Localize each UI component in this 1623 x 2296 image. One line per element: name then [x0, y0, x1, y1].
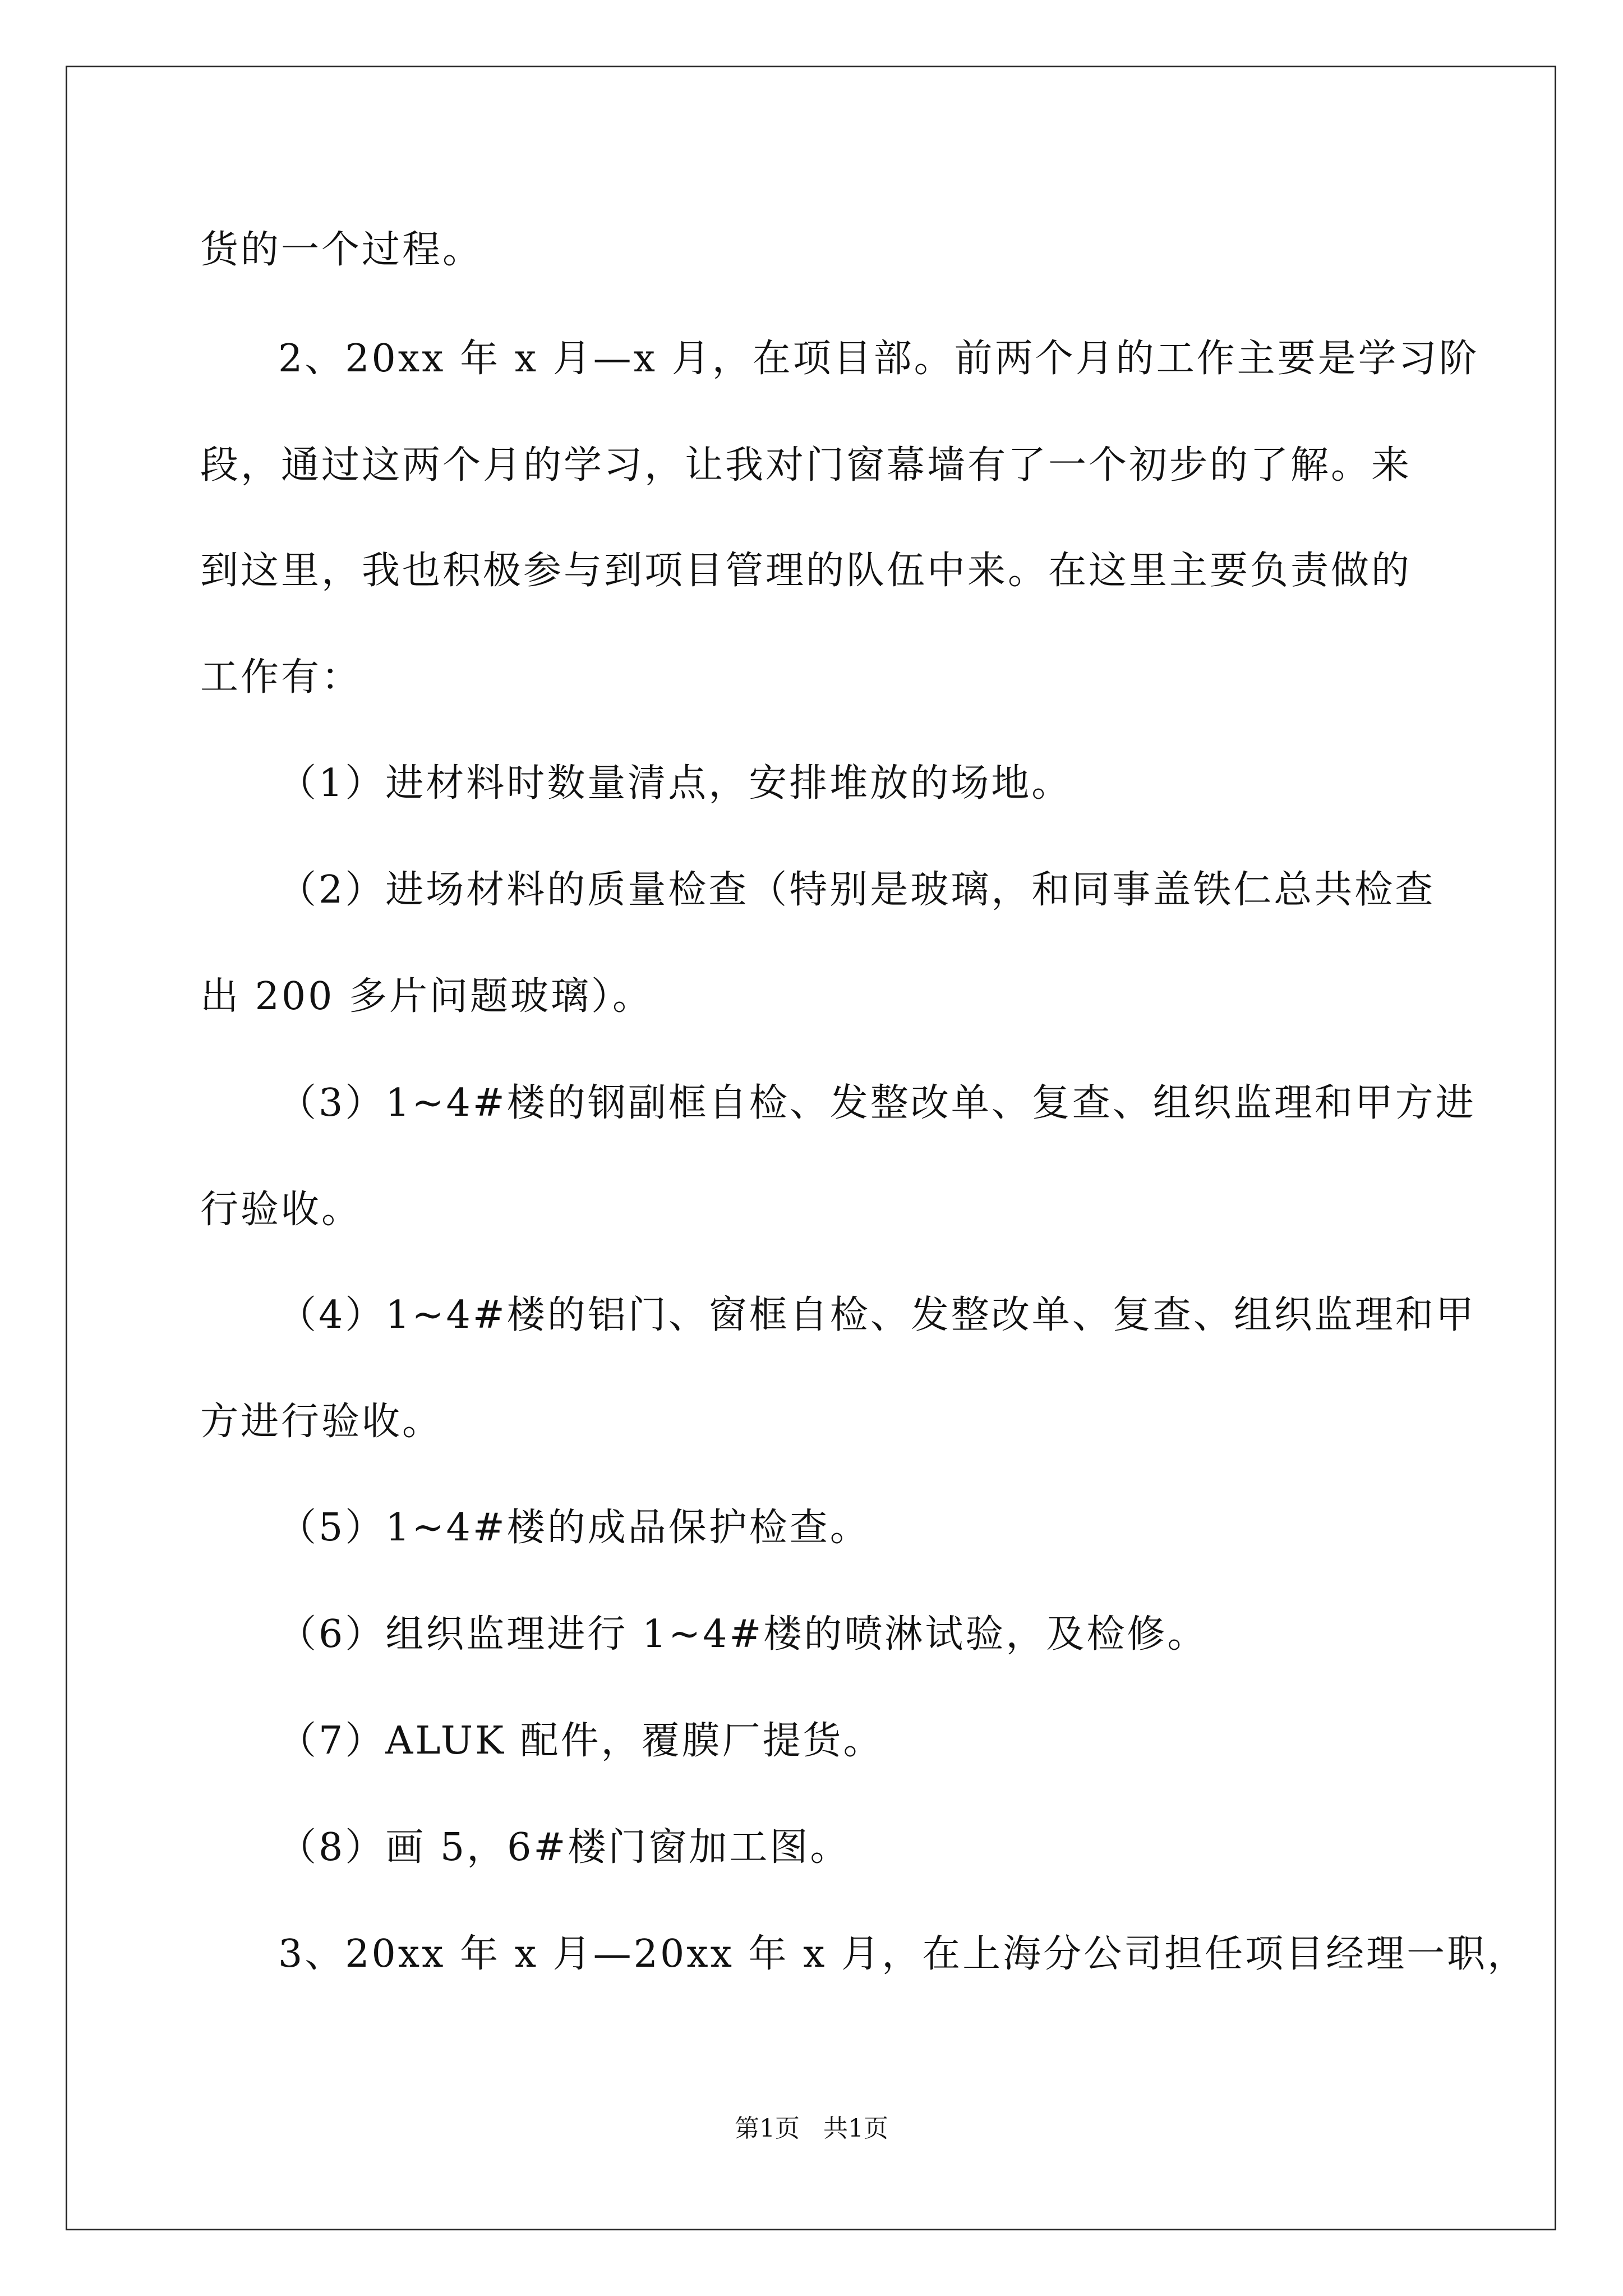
text-line-1: 货的一个过程。	[200, 228, 483, 272]
text-line-8: 出 200 多片问题玻璃）。	[200, 974, 653, 1019]
text-line-9: （3）1~4#楼的钢副框自检、发整改单、复查、组织监理和甲方进	[278, 1081, 1476, 1125]
page-border	[66, 66, 1556, 2230]
text-line-10: 行验收。	[200, 1188, 362, 1232]
text-line-6: （1）进材料时数量清点，安排堆放的场地。	[278, 761, 1072, 806]
text-line-11: （4）1~4#楼的铝门、窗框自检、发整改单、复查、组织监理和甲	[278, 1293, 1476, 1337]
text-line-15: （7）ALUK 配件，覆膜厂提货。	[278, 1719, 884, 1763]
text-line-2: 2、20xx 年 x 月—x 月，在项目部。前两个月的工作主要是学习阶	[278, 337, 1479, 381]
text-line-13: （5）1~4#楼的成品保护检查。	[278, 1506, 870, 1550]
text-line-5: 工作有：	[200, 655, 362, 700]
page-footer: 第1页 共1页	[735, 2114, 888, 2143]
text-line-17: 3、20xx 年 x 月—20xx 年 x 月，在上海分公司担任项目经理一职，	[278, 1932, 1528, 1976]
text-line-12: 方进行验收。	[200, 1400, 443, 1444]
text-line-3: 段，通过这两个月的学习，让我对门窗幕墙有了一个初步的了解。来	[200, 443, 1412, 487]
text-line-7: （2）进场材料的质量检查（特别是玻璃，和同事盖铁仁总共检查	[278, 868, 1436, 912]
text-line-16: （8）画 5，6#楼门窗加工图。	[278, 1825, 851, 1870]
text-line-4: 到这里，我也积极参与到项目管理的队伍中来。在这里主要负责做的	[200, 549, 1412, 593]
text-line-14: （6）组织监理进行 1~4#楼的喷淋试验，及检修。	[278, 1612, 1208, 1657]
